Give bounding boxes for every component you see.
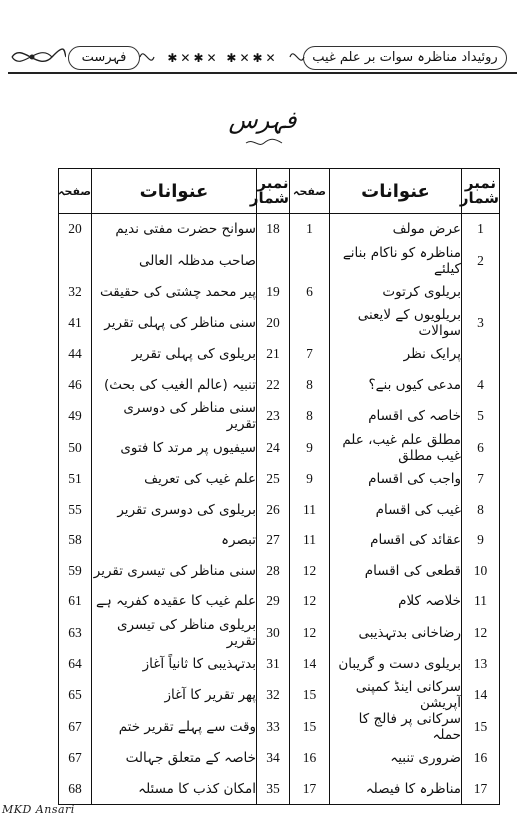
table-row (59, 432, 500, 464)
entry-number: 22 (257, 370, 290, 401)
entry-page: 67 (59, 711, 92, 743)
header-flourish-left-icon (8, 42, 66, 72)
entry-page: 6 (290, 277, 330, 308)
entry-title: غیب کی اقسام (330, 495, 462, 526)
entry-number: 12 (462, 617, 500, 649)
entry-page: 17 (290, 774, 330, 805)
table-row (59, 370, 500, 401)
signature: MKD Ansari (2, 803, 75, 816)
title-flourish-icon (244, 138, 284, 148)
entry-number: 29 (257, 586, 290, 617)
table-row (59, 649, 500, 680)
table-row (59, 525, 500, 556)
entry-title: بریلوی مناظر کی تیسری تقریر (92, 617, 257, 649)
entry-title: خلاصہ کلام (330, 586, 462, 617)
table-row (59, 586, 500, 617)
entry-title: سرکانی اینڈ کمپنی آپریشن (330, 679, 462, 711)
entry-page (59, 245, 92, 277)
header-flourish-mid2-icon (288, 42, 306, 72)
entry-page: 64 (59, 649, 92, 680)
table-row (59, 711, 500, 743)
entry-number: 3 (462, 307, 500, 339)
entry-title: سیفیوں پر مرتد کا فتوی (92, 432, 257, 464)
header-flourish-mid-icon (138, 42, 156, 72)
entry-page: 15 (290, 679, 330, 711)
entry-title: سنی مناظر کی پہلی تقریر (92, 307, 257, 339)
entry-page: 32 (59, 277, 92, 308)
entry-number: 8 (462, 495, 500, 526)
entry-number: 30 (257, 617, 290, 649)
entry-title: بریلوی کی پہلی تقریر (92, 339, 257, 370)
entry-title: بریلوی کرتوت (330, 277, 462, 308)
entry-page: 41 (59, 307, 92, 339)
contents-table (58, 168, 500, 805)
table-row (59, 400, 500, 432)
entry-title: خاصہ کی اقسام (330, 400, 462, 432)
entry-title: بریلوی کی دوسری تقریر (92, 495, 257, 526)
book-title: روئیداد مناظرہ سوات بر علم غیب (303, 46, 507, 70)
entry-title: قطعی کی اقسام (330, 556, 462, 587)
page-title: فہرس (228, 106, 297, 134)
entry-title: سنی مناظر کی تیسری تقریر (92, 556, 257, 587)
header-ornaments: ✱✕✱✕ ✱✕✱✕ (167, 51, 279, 65)
entry-number: 7 (462, 464, 500, 495)
entry-number: 11 (462, 586, 500, 617)
entry-title: علم غیب کی تعریف (92, 464, 257, 495)
table-header-row (59, 169, 500, 214)
entry-page: 11 (290, 495, 330, 526)
entry-title: مناظرہ کو ناکام بنانے کیلئے (330, 245, 462, 277)
header-number-left: نمبر شمار (257, 169, 290, 214)
entry-number: 15 (462, 711, 500, 743)
entry-title: پیر محمد چشتی کی حقیقت (92, 277, 257, 308)
entry-page: 65 (59, 679, 92, 711)
entry-page: 8 (290, 400, 330, 432)
entry-title: مدعی کیوں بنے؟ (330, 370, 462, 401)
entry-title: پھر تقریر کا آغاز (92, 679, 257, 711)
entry-page: 1 (290, 214, 330, 245)
table-row (59, 245, 500, 277)
entry-page: 12 (290, 617, 330, 649)
entry-number: 18 (257, 214, 290, 245)
entry-title: خاصہ کے متعلق جہالت (92, 743, 257, 774)
entry-number: 1 (462, 214, 500, 245)
entry-number: 28 (257, 556, 290, 587)
entry-number: 17 (462, 774, 500, 805)
entry-page: 67 (59, 743, 92, 774)
table-row (59, 774, 500, 805)
entry-number: 6 (462, 432, 500, 464)
entry-number: 21 (257, 339, 290, 370)
entry-title: صاحب مدظلہ العالی (92, 245, 257, 277)
entry-page: 20 (59, 214, 92, 245)
table-row (59, 556, 500, 587)
entry-page (290, 245, 330, 277)
entry-title: رضاخانی بدتہذیبی (330, 617, 462, 649)
entry-title: بریلوی دست و گریبان (330, 649, 462, 680)
header-page-left: صفحہ (59, 169, 92, 214)
table-row (59, 464, 500, 495)
entry-page: 16 (290, 743, 330, 774)
entry-number: 4 (462, 370, 500, 401)
entry-title: ضروری تنبیہ (330, 743, 462, 774)
entry-page: 49 (59, 400, 92, 432)
entry-title: وقت سے پہلے تقریر ختم (92, 711, 257, 743)
table-row (59, 679, 500, 711)
entry-page: 15 (290, 711, 330, 743)
entry-title: عقائد کی اقسام (330, 525, 462, 556)
entry-number: 2 (462, 245, 500, 277)
table-row (59, 743, 500, 774)
entry-number: 25 (257, 464, 290, 495)
entry-page: 44 (59, 339, 92, 370)
header-title-left: عنوانات (92, 169, 257, 214)
entry-number (462, 277, 500, 308)
table-row (59, 214, 500, 245)
header-rule (8, 72, 517, 74)
entry-number: 33 (257, 711, 290, 743)
entry-number: 23 (257, 400, 290, 432)
entry-number: 9 (462, 525, 500, 556)
entry-page: 63 (59, 617, 92, 649)
entry-number: 35 (257, 774, 290, 805)
table-row (59, 617, 500, 649)
entry-page: 12 (290, 586, 330, 617)
entry-title: عرض مولف (330, 214, 462, 245)
entry-number (257, 245, 290, 277)
table-row (59, 277, 500, 308)
entry-number (462, 339, 500, 370)
entry-title: تنبیہ (عالم الغیب کی بحث) (92, 370, 257, 401)
entry-number: 31 (257, 649, 290, 680)
entry-number: 34 (257, 743, 290, 774)
entry-title: مناظرہ کا فیصلہ (330, 774, 462, 805)
entry-page: 12 (290, 556, 330, 587)
entry-title: مطلق علم غیب، علم غیب مطلق (330, 432, 462, 464)
entry-page: 14 (290, 649, 330, 680)
entry-title: واجب کی اقسام (330, 464, 462, 495)
entry-number: 14 (462, 679, 500, 711)
entry-number: 5 (462, 400, 500, 432)
entry-title: پرایک نظر (330, 339, 462, 370)
entry-number: 26 (257, 495, 290, 526)
entry-page: 55 (59, 495, 92, 526)
entry-number: 10 (462, 556, 500, 587)
entry-number: 32 (257, 679, 290, 711)
entry-number: 20 (257, 307, 290, 339)
entry-title: سنی مناظر کی دوسری تقریر (92, 400, 257, 432)
entry-number: 19 (257, 277, 290, 308)
entry-page: 7 (290, 339, 330, 370)
page-header (8, 38, 517, 76)
entry-title: بدتہذیبی کا ثانیاً آغاز (92, 649, 257, 680)
entry-page: 58 (59, 525, 92, 556)
table-row (59, 307, 500, 339)
entry-page: 9 (290, 464, 330, 495)
entry-number: 27 (257, 525, 290, 556)
entry-title: سرکانی پر فالج کا حملہ (330, 711, 462, 743)
entry-title: بریلویوں کے لایعنی سوالات (330, 307, 462, 339)
entry-title: تبصرہ (92, 525, 257, 556)
header-page-right: صفحہ (290, 169, 330, 214)
entry-title: سوانح حضرت مفتی ندیم (92, 214, 257, 245)
entry-number: 13 (462, 649, 500, 680)
entry-page: 61 (59, 586, 92, 617)
entry-title: علم غیب کا عقیدہ کفریہ ہے (92, 586, 257, 617)
entry-page: 50 (59, 432, 92, 464)
header-number-right: نمبر شمار (462, 169, 500, 214)
table-row (59, 339, 500, 370)
entry-page: 59 (59, 556, 92, 587)
entry-page: 9 (290, 432, 330, 464)
header-title-right: عنوانات (330, 169, 462, 214)
section-label: فہرست (68, 46, 140, 70)
entry-number: 16 (462, 743, 500, 774)
entry-page: 68 (59, 774, 92, 805)
entry-title: امکان کذب کا مسئلہ (92, 774, 257, 805)
entry-page (290, 307, 330, 339)
entry-number: 24 (257, 432, 290, 464)
entry-page: 46 (59, 370, 92, 401)
entry-page: 51 (59, 464, 92, 495)
entry-page: 8 (290, 370, 330, 401)
entry-page: 11 (290, 525, 330, 556)
table-row (59, 495, 500, 526)
